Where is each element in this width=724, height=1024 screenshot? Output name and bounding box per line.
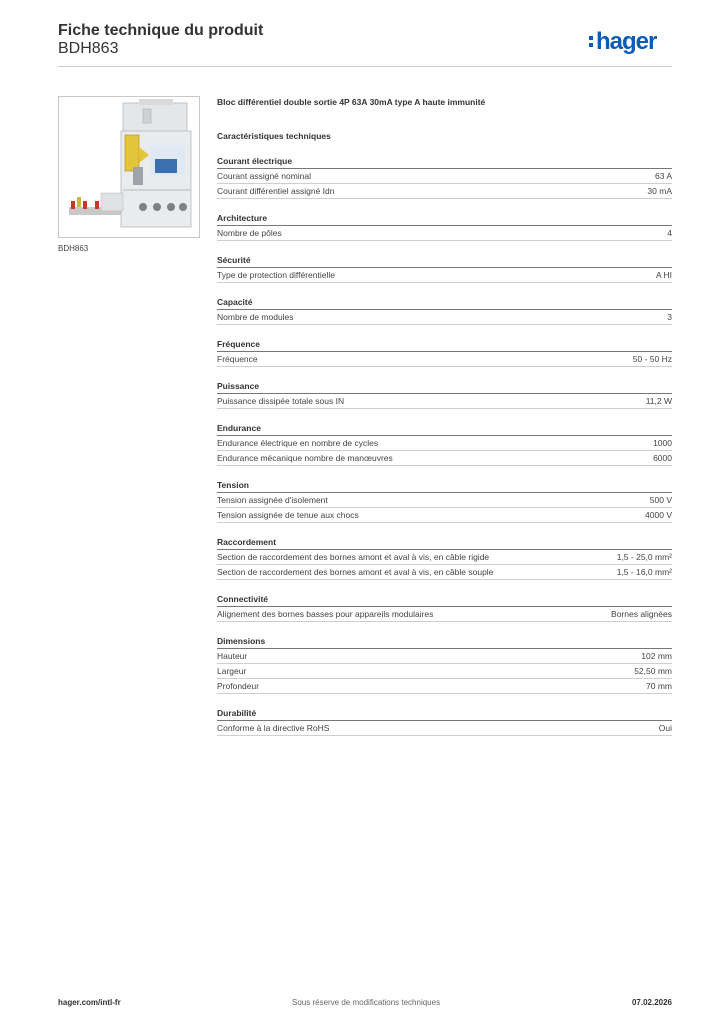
header-divider — [58, 66, 672, 67]
spec-row — [217, 394, 672, 409]
spec-group-title: Raccordement — [217, 536, 672, 550]
spec-group-title: Courant électrique — [217, 155, 672, 169]
footer-date: 07.02.2026 — [631, 998, 672, 1007]
spec-label: Courant différentiel assigné Idn — [217, 186, 335, 196]
footer-website: hager.com/intl-fr — [58, 998, 121, 1007]
spec-value: 102 mm — [641, 651, 672, 661]
spec-value: A HI — [655, 270, 672, 280]
spec-value: Oui — [658, 723, 672, 733]
spec-value: 6000 — [653, 453, 672, 463]
spec-label: Conforme à la directive RoHS — [217, 723, 330, 733]
spec-row — [217, 226, 672, 241]
logo-text: hager — [596, 28, 657, 55]
spec-value: 1000 — [653, 438, 672, 448]
spec-group-title: Sécurité — [217, 254, 672, 268]
spec-group-title: Connectivité — [217, 593, 672, 607]
spec-value: 4 — [667, 228, 672, 238]
spec-group — [217, 380, 672, 409]
spec-group — [217, 593, 672, 622]
spec-group — [217, 254, 672, 283]
spec-group — [217, 536, 672, 580]
product-name: Bloc différentiel double sortie 4P 63A 30mA type A haute immunité — [217, 97, 486, 107]
spec-label: Section de raccordement des bornes amont et aval à vis, en câble souple — [217, 567, 494, 577]
spec-value: Bornes alignées — [611, 609, 672, 619]
spec-row — [217, 550, 672, 565]
spec-groups — [217, 155, 672, 736]
rcd-block-icon — [59, 97, 199, 237]
spec-row — [217, 721, 672, 736]
spec-label: Fréquence — [217, 354, 258, 364]
spec-row — [217, 493, 672, 508]
spec-group — [217, 635, 672, 694]
spec-value: 1,5 - 25,0 mm² — [616, 552, 672, 562]
characteristics-title: Caractéristiques techniques — [217, 131, 331, 141]
spec-group-title: Dimensions — [217, 635, 672, 649]
spec-value: 63 A — [654, 171, 672, 181]
spec-row — [217, 679, 672, 694]
spec-group-title: Capacité — [217, 296, 672, 310]
spec-group — [217, 479, 672, 523]
spec-label: Alignement des bornes basses pour appareils modulaires — [217, 609, 434, 619]
spec-row — [217, 649, 672, 664]
spec-label: Tension assignée d'isolement — [217, 495, 328, 505]
spec-group-title: Architecture — [217, 212, 672, 226]
spec-label: Tension assignée de tenue aux chocs — [217, 510, 359, 520]
image-caption: BDH863 — [58, 244, 89, 253]
spec-label: Nombre de modules — [217, 312, 294, 322]
spec-group — [217, 422, 672, 466]
spec-row — [217, 268, 672, 283]
spec-group — [217, 212, 672, 241]
spec-group — [217, 338, 672, 367]
spec-value: 1,5 - 16,0 mm² — [616, 567, 672, 577]
spec-label: Section de raccordement des bornes amont et aval à vis, en câble rigide — [217, 552, 490, 562]
spec-label: Endurance électrique en nombre de cycles — [217, 438, 379, 448]
spec-row — [217, 451, 672, 466]
spec-row — [217, 169, 672, 184]
spec-value: 500 V — [649, 495, 672, 505]
spec-group — [217, 155, 672, 199]
spec-group-title: Tension — [217, 479, 672, 493]
spec-row — [217, 664, 672, 679]
spec-group — [217, 707, 672, 736]
spec-group-title: Fréquence — [217, 338, 672, 352]
spec-value: 3 — [667, 312, 672, 322]
spec-label: Hauteur — [217, 651, 248, 661]
logo-dots-icon — [589, 36, 593, 50]
document-title: Fiche technique du produit — [58, 22, 264, 39]
spec-row — [217, 184, 672, 199]
spec-group-title: Endurance — [217, 422, 672, 436]
spec-group — [217, 296, 672, 325]
spec-label: Endurance mécanique nombre de manœuvres — [217, 453, 393, 463]
spec-value: 4000 V — [645, 510, 672, 520]
product-reference: BDH863 — [58, 40, 119, 57]
spec-row — [217, 607, 672, 622]
spec-value: 30 mA — [647, 186, 672, 196]
spec-row — [217, 565, 672, 580]
footer-disclaimer: Sous réserve de modifications techniques — [292, 998, 441, 1007]
spec-row — [217, 310, 672, 325]
spec-value: 11,2 W — [645, 396, 672, 406]
spec-label: Nombre de pôles — [217, 228, 282, 238]
hager-logo — [596, 28, 656, 56]
spec-label: Puissance dissipée totale sous IN — [217, 396, 345, 406]
product-image — [58, 96, 200, 238]
spec-value: 52,50 mm — [634, 666, 672, 676]
spec-group-title: Puissance — [217, 380, 672, 394]
spec-value: 50 - 50 Hz — [632, 354, 672, 364]
spec-label: Type de protection différentielle — [217, 270, 335, 280]
spec-label: Courant assigné nominal — [217, 171, 312, 181]
spec-value: 70 mm — [646, 681, 672, 691]
spec-content — [217, 96, 672, 736]
spec-label: Profondeur — [217, 681, 260, 691]
spec-row — [217, 352, 672, 367]
spec-group-title: Durabilité — [217, 707, 672, 721]
spec-row — [217, 436, 672, 451]
spec-label: Largeur — [217, 666, 247, 676]
spec-row — [217, 508, 672, 523]
